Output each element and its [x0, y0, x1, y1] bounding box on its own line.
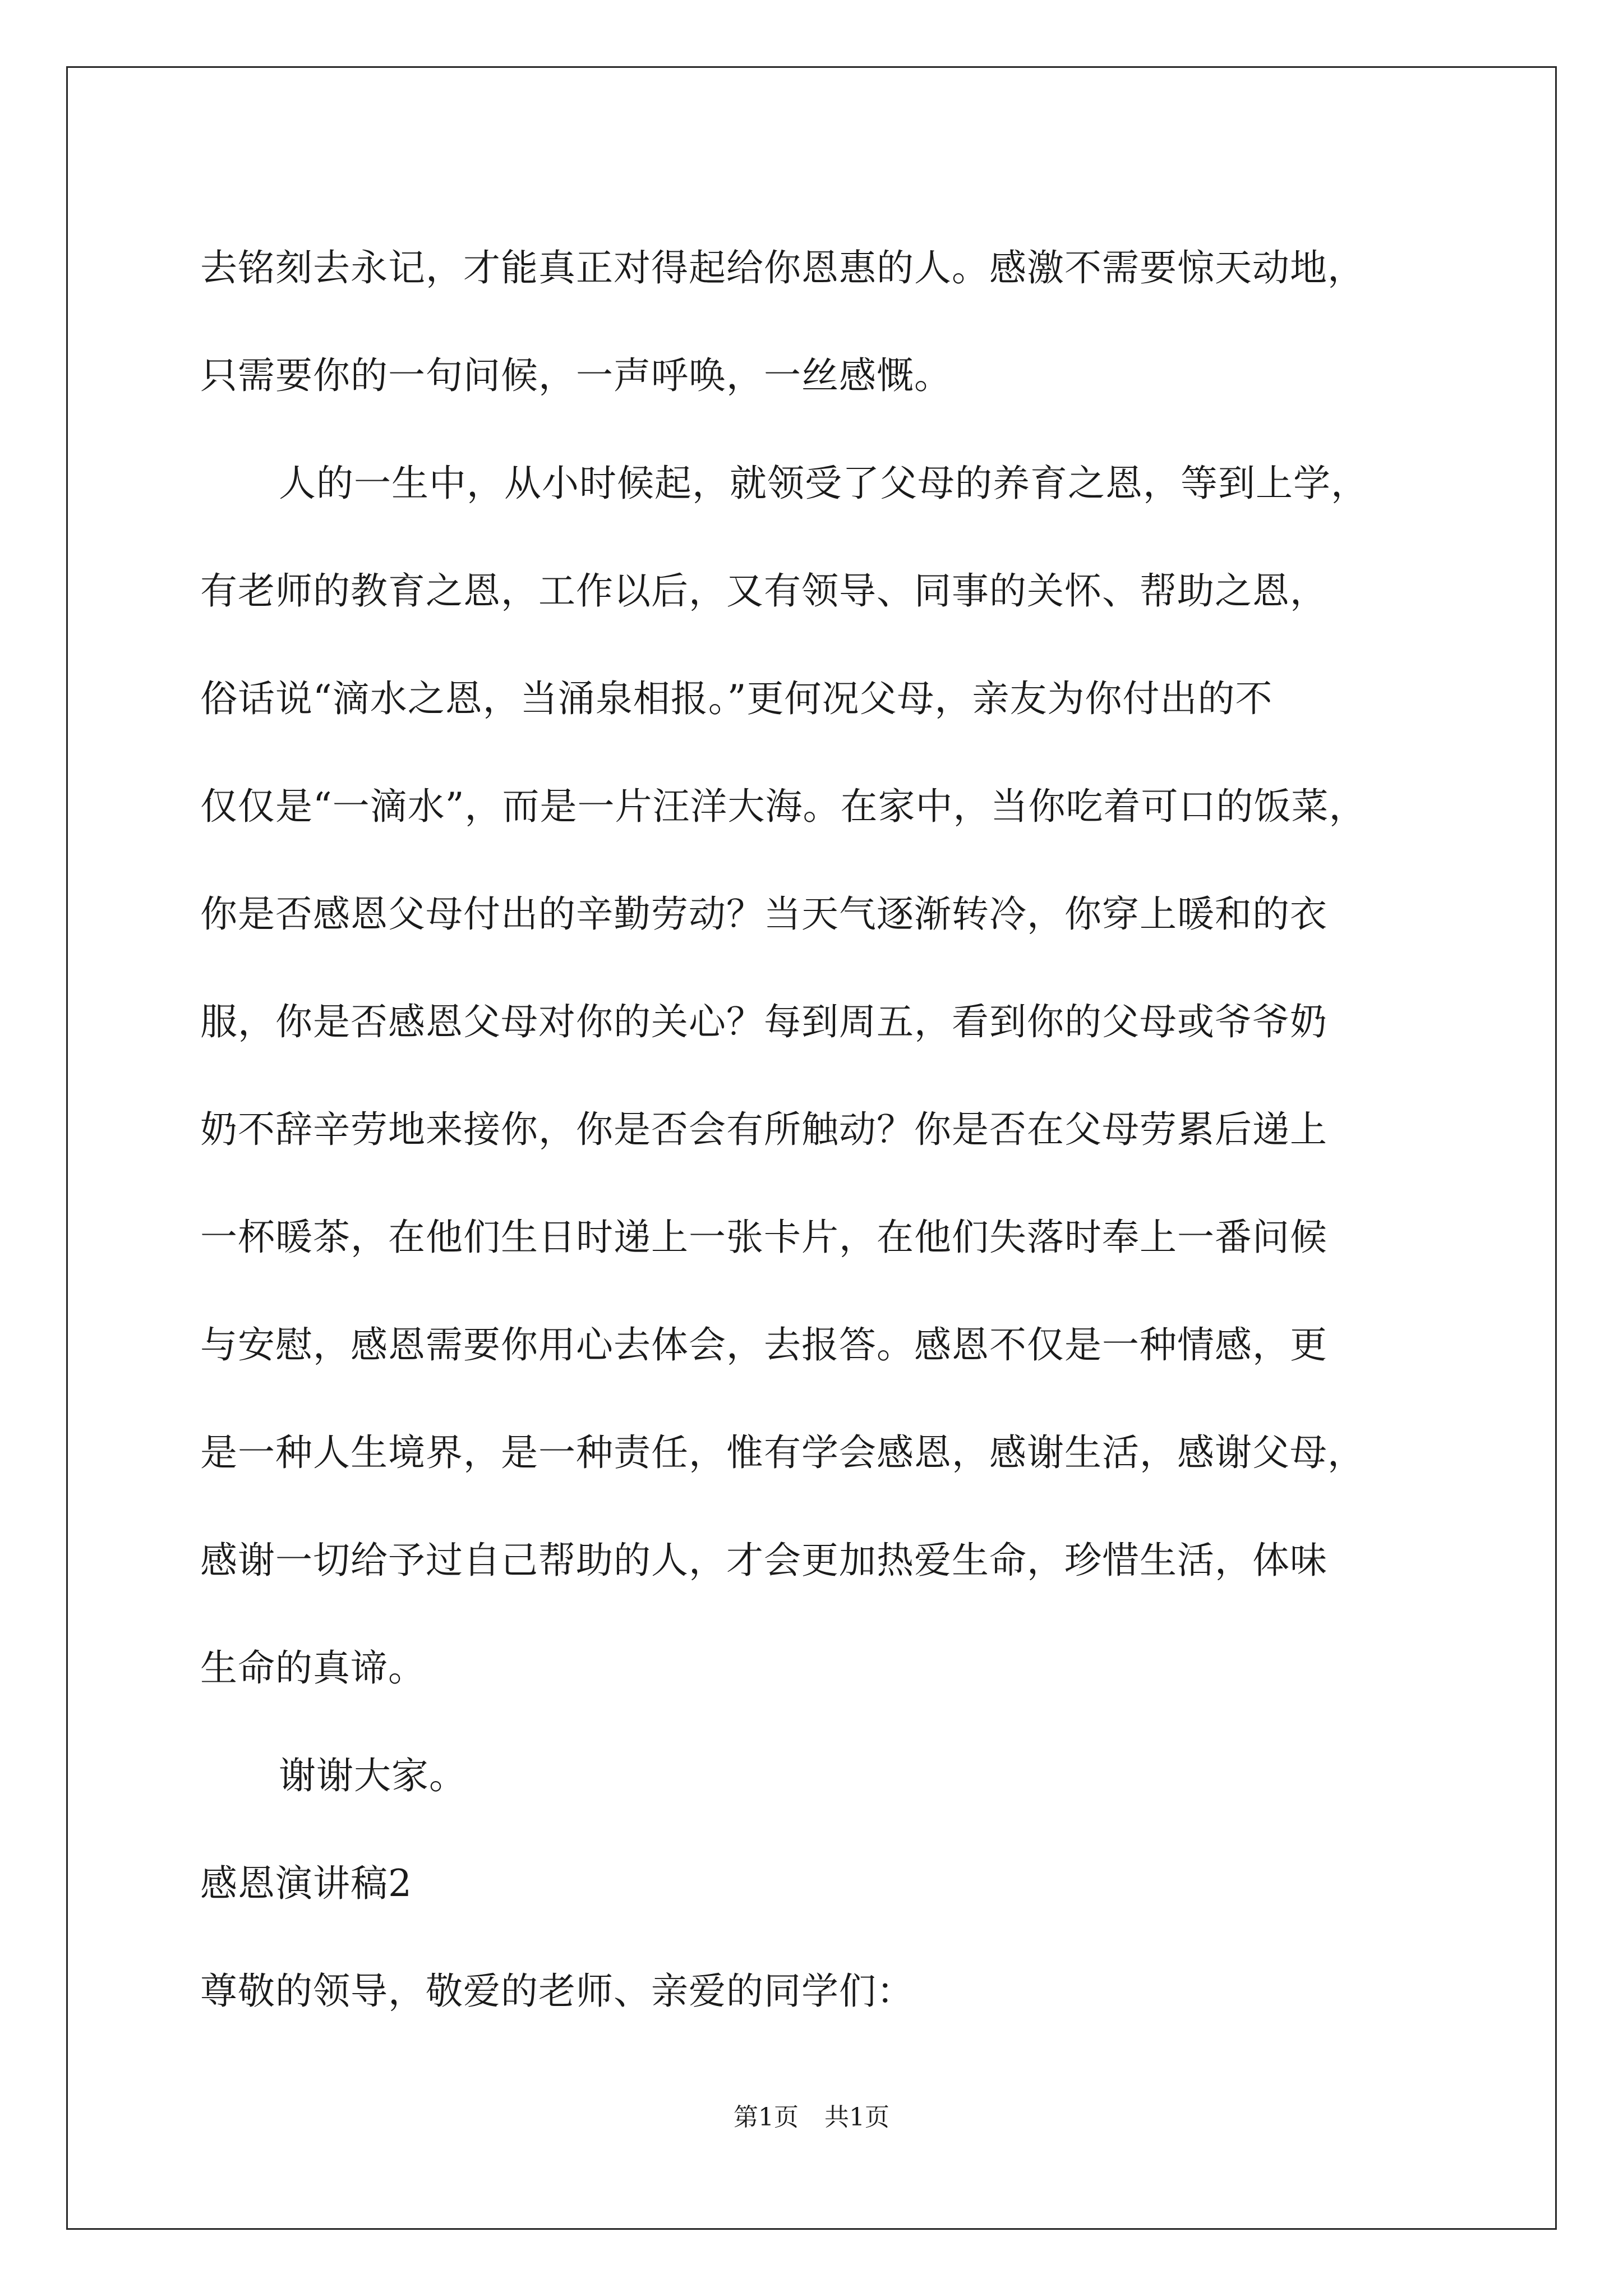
text-line: 仅仅是“一滴水”，而是一片汪洋大海。在家中，当你吃着可口的饭菜， — [200, 785, 1367, 828]
page-number: 第1页 — [734, 2103, 799, 2132]
page-footer — [0, 2101, 1623, 2134]
text-line: 奶不辞辛劳地来接你，你是否会有所触动？你是否在父母劳累后递上 — [200, 1108, 1327, 1151]
closing-line: 谢谢大家。 — [279, 1754, 467, 1797]
text-line: 生命的真谛。 — [200, 1646, 426, 1690]
document-body — [200, 214, 1456, 2045]
salutation: 尊敬的领导，敬爱的老师、亲爱的同学们： — [200, 1970, 914, 2013]
page-total: 共1页 — [824, 2103, 889, 2132]
text-line: 是一种人生境界，是一种责任，惟有学会感恩，感谢生活，感谢父母， — [200, 1431, 1365, 1474]
text-line: 感谢一切给予过自己帮助的人，才会更加热爱生命，珍惜生活，体味 — [200, 1539, 1327, 1582]
text-line: 与安慰，感恩需要你用心去体会，去报答。感恩不仅是一种情感，更 — [200, 1323, 1327, 1366]
paragraph-start: 人的一生中，从小时候起，就领受了父母的养育之恩，等到上学， — [279, 462, 1368, 505]
text-line: 有老师的教育之恩，工作以后，又有领导、同事的关怀、帮助之恩， — [200, 569, 1327, 613]
text-line: 只需要你的一句问候，一声呼唤，一丝感慨。 — [200, 354, 952, 397]
text-line: 一杯暖茶，在他们生日时递上一张卡片，在他们失落时奉上一番问候 — [200, 1216, 1327, 1259]
text-line: 服，你是否感恩父母对你的关心？每到周五，看到你的父母或爷爷奶 — [200, 1000, 1327, 1043]
text-line: 你是否感恩父母付出的辛勤劳动？当天气逐渐转冷，你穿上暖和的衣 — [200, 892, 1327, 936]
section-title: 感恩演讲稿2 — [200, 1862, 412, 1905]
text-line: 俗话说“滴水之恩，当涌泉相报。”更何况父母，亲友为你付出的不 — [200, 677, 1273, 720]
text-line: 去铭刻去永记，才能真正对得起给你恩惠的人。感激不需要惊天动地， — [200, 246, 1365, 289]
